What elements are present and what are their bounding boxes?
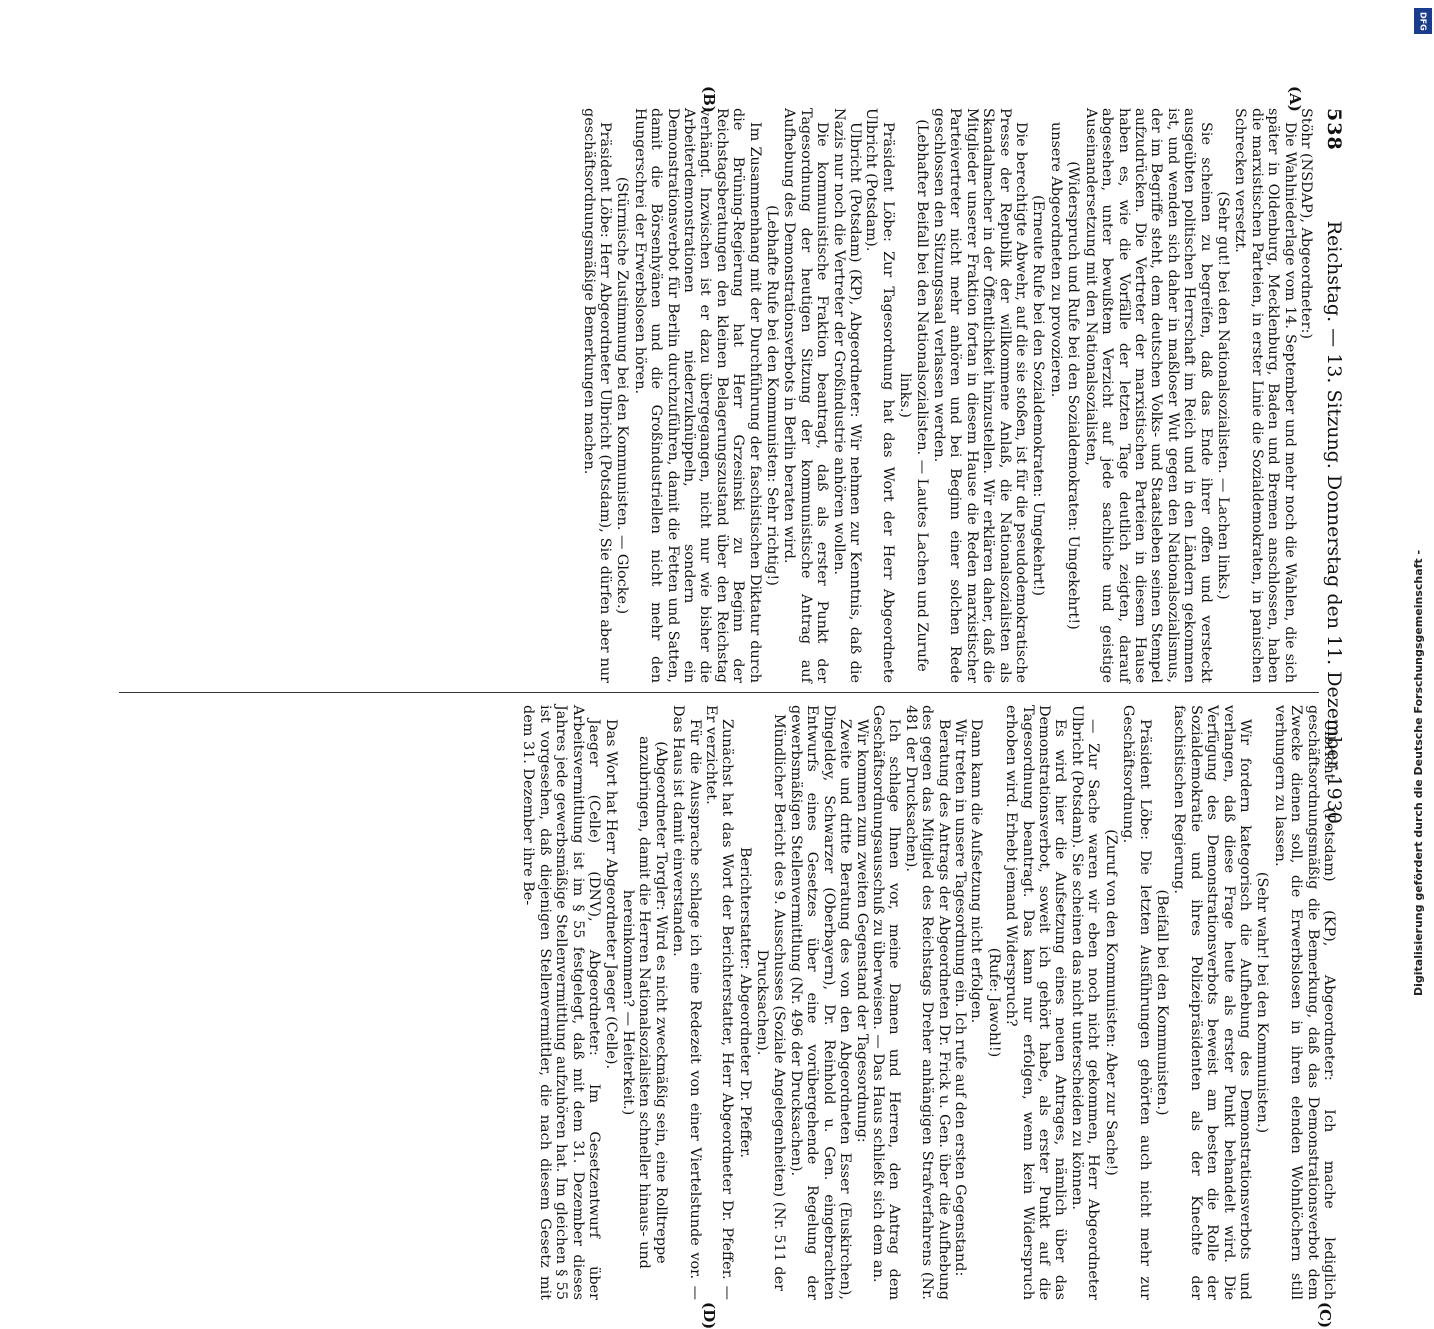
interjection-paragraph: (Zuruf von den Kommunisten: Aber zur Sache!) <box>1102 829 1119 1176</box>
left-column <box>580 108 1314 683</box>
body-paragraph: Dann kann die Aufsetzung nicht erfolgen. <box>968 719 985 1024</box>
body-paragraph: Jaeger (Celle) (DNV), Abgeordneter: Im Gesetzentwurf über Arbeitsvermittlung ist im § 55 festgelegt, daß mit dem 31. Dezember dieses Jahres jede gewerbsmäßige Stellenvermittlung aufzuhören hat. Im gleichen § 55 ist vorgesehen, daß diejenigen Stellenvermittler, die nach diesem Gesetz mit dem 31. Dezember ihre Be- <box>520 705 603 1300</box>
body-paragraph: Zunächst hat das Wort der Berichterstatter, Herr Abgeordneter Dr. Pfeffer. — Er verzichtet. <box>702 705 736 1300</box>
right-column <box>520 705 1337 1300</box>
interjection-paragraph: Mündlicher Bericht des 9. Ausschusses (Soziale Angelegenheiten) (Nr. 511 der Drucksachen). <box>754 713 787 1292</box>
body-paragraph: Beratung des Antrags der Abgeordneten Dr. Frick u. Gen. über die Aufhebung des gegen das Mitglied des Reichstags Dreher anhängigen Strafverfahrens (Nr. 481 der Drucksachen). <box>902 705 952 1300</box>
body-paragraph: Wir fordern kategorisch die Aufhebung des Demonstrationsverbots und verlangen, daß diese Frage heute als erster Punkt behandelt wird. Die Verfügung des Demonstrationsverbots beweist am besten die Rolle der Sozialdemokratie und ihres Polizeipräsidenten als der Knechte der faschistischen Regierung. <box>1171 705 1253 1300</box>
interjection-paragraph: (Stürmische Zustimmung bei den Kommunisten. — Glocke.) <box>614 176 631 615</box>
margin-marker-c: (C) <box>1316 1302 1334 1329</box>
body-paragraph: Es wird hier die Aufsetzung eines neuen Antrages, nämlich über das Demonstrationsverbot, soweit ich gehört habe, als erster Punkt auf die Tagesordnung beantragt. Das kann nur erfolgen, wenn kein Widerspruch erhoben wird. Erhebt jemand Widerspruch? <box>1003 705 1069 1300</box>
running-title: Reichstag. — 13. Sitzung. Donnerstag den 11. Dezember 1930. <box>1323 220 1345 830</box>
interjection-paragraph: (Rufe: Jawohl!) <box>985 947 1002 1058</box>
body-paragraph: Das Wort hat Herr Abgeordneter Jaeger (Celle). <box>602 719 619 1070</box>
body-paragraph: Die Wahlniederlage vom 14. September und mehr noch die Wahlen, die sich später in Oldenburg, Mecklenburg, Baden und Bremen anschlossen, haben die marxistischen Parteien, in erster Linie die Sozialdemokraten, in panischen Schrecken versetzt. <box>1232 108 1298 683</box>
interjection-paragraph: (Beifall bei den Kommunisten.) <box>1153 889 1170 1116</box>
body-paragraph: unsere Abgeordneten zu provozieren. <box>1047 122 1064 398</box>
body-paragraph: — Zur Sache waren wir eben noch nicht gekommen, Herr Abgeordneter Ulbricht (Potsdam). Sie scheinen das nicht unterscheiden zu können. <box>1068 705 1102 1300</box>
interjection-paragraph: Berichterstatter: Abgeordneter Dr. Pfeffer. <box>736 847 753 1158</box>
interjection-paragraph: (Lebhafter Beifall bei den Nationalsozialisten. — Lautes Lachen und Zurufe links.) <box>897 119 930 672</box>
body-paragraph: Präsident Löbe: Herr Abgeordneter Ulbricht (Potsdam), Sie dürfen aber nur geschäftsordnungsmäßige Bemerkungen machen. <box>580 108 613 683</box>
body-paragraph: Wir treten in unsere Tagesordnung ein. Ich rufe auf den ersten Gegenstand: <box>952 719 969 1277</box>
page-number: 538 <box>1323 108 1345 151</box>
interjection-paragraph: (Abgeordneter Torgler: Wird es nicht zweckmäßig sein, eine Rolltreppe anzubringen, damit die Herren Nationalsozialisten schneller hinaus- und hereinkommen? — Heiterkeit.) <box>619 736 669 1269</box>
interjection-paragraph: (Sehr gut! bei den Nationalsozialisten. — Lachen links.) <box>1214 191 1231 600</box>
margin-marker-d: (D) <box>700 1302 718 1329</box>
margin-marker-b: (B) <box>700 86 718 113</box>
interjection-paragraph: (Sehr wahr! bei den Kommunisten.) <box>1254 871 1271 1134</box>
column-divider <box>119 692 1319 693</box>
body-paragraph: Die berechtigte Abwehr, auf die sie stoßen, ist für die pseudodemokratische Presse der Republik der willkommene Anlaß, die Nationalsozialisten als Skandalmacher in der Öffentlichkeit hinzustellen. Wir erklären daher, daß die Mitglieder unserer Fraktion fortan in diesem Hause die Reden marxistischer Parteivertreter nicht mehr anhören und bei Beginn einer solchen Rede geschlossen den Sitzungssaal verlassen werden. <box>931 108 1030 683</box>
digitization-credit <box>1410 8 1434 998</box>
body-paragraph: Ich schlage Ihnen vor, meine Damen und Herren, den Antrag dem Geschäftsordnungsausschuß zu überweisen. — Das Haus schließt sich dem an. <box>870 705 903 1300</box>
body-paragraph: Ulbricht (Potsdam) (KP), Abgeordneter: Ich mache lediglich geschäftsordnungsmäßig die Bemerkung, daß das Demonstrationsverbot dem Zwecke dienen soll, die Erwerbslosen in ihren elenden Wohnlöchern still verhungern zu lassen. <box>1271 705 1337 1300</box>
interjection-paragraph: (Widerspruch und Rufe bei den Sozialdemokraten: Umgekehrt!) <box>1065 161 1082 630</box>
body-paragraph: Für die Aussprache schlage ich eine Redezeit von einer Viertelstunde vor. — Das Haus ist damit einverstanden. <box>670 705 703 1300</box>
interjection-paragraph: (Erneute Rufe bei den Sozialdemokraten: Umgekehrt!) <box>1030 194 1047 597</box>
body-paragraph: Präsident Löbe: Die letzten Ausführungen gehörten auch nicht mehr zur Geschäftsordnung. <box>1120 705 1153 1300</box>
document-sheet <box>104 0 1434 1329</box>
body-paragraph: Sie scheinen zu begreifen, daß das Ende ihrer offen und versteckt ausgeübten politischen Herrschaft im Reich und in den Ländern gekommen ist, und wenden sich daher in maßloser Wut gegen den Nationalsozialismus, der im Begriffe steht, dem deutschen Volks- und Staatsleben seinen Stempel aufzudrücken. Die Vertreter der marxistischen Parteien in diesem Hause haben es, wie die Vorfälle der letzten Tage deutlich zeigten, darauf abgesehen, unter bewußtem Verzicht auf jede sachliche und geistige Auseinandersetzung mit den Nationalsozialisten, <box>1082 108 1214 683</box>
body-paragraph: Wir kommen zum zweiten Gegenstand der Tagesordnung: <box>853 719 870 1143</box>
body-paragraph: Die kommunistische Fraktion beantragt, daß als erster Punkt der Tagesordnung der heutigen Sitzung der kommunistische Antrag auf Aufhebung des Demonstrationsverbots in Berlin beraten wird. <box>781 108 831 683</box>
body-paragraph: Präsident Löbe: Zur Tagesordnung hat das Wort der Herr Abgeordnete Ulbricht (Potsdam). <box>863 108 896 683</box>
body-paragraph: Ulbricht (Potsdam) (KP), Abgeordneter: Wir nehmen zur Kenntnis, daß die Nazis nur noch die Vertreter der Großindustrie anhören wollen. <box>830 108 864 683</box>
body-paragraph: Stöhr (NSDAP), Abgeordneter:) <box>1298 108 1314 339</box>
margin-marker-a: (A) <box>1286 86 1304 112</box>
interjection-paragraph: (Lebhafte Rufe bei den Kommunisten: Sehr richtig!) <box>764 205 780 586</box>
body-paragraph: Zweite und dritte Beratung des von den Abgeordneten Esser (Euskirchen), Dingeldey, Schwarzer (Oberbayern), Dr. Reinhold u. Gen. eingebrachten Entwurfs eines Gesetzes über eine vorübergehende Regelung der gewerbsmäßigen Stellenvermittlung (Nr. 496 der Drucksachen). <box>788 705 854 1300</box>
credit-text: Digitalisierung gefördert durch die Deutsche Forschungsgemeinschaft - <box>1412 549 1425 996</box>
dfg-logo: DFG <box>1414 8 1432 34</box>
body-paragraph: Im Zusammenhang mit der Durchführung der faschistischen Diktatur durch die Brüning-Regierung hat Herr Grzesinski zu Beginn der Reichstagsberatungen den kleinen Belagerungszustand über den Reichstag verhängt. Inzwischen ist er dazu übergegangen, nicht nur wie bisher die Arbeiterdemonstrationen niederzuknüppeln, sondern ein Demonstrationsverbot für Berlin durchzuführen, damit die Fetten und Satten, damit die Börsenhyänen und die Großindustriellen nicht mehr den Hungerschrei der Erwerbslosen hören. <box>631 108 763 683</box>
